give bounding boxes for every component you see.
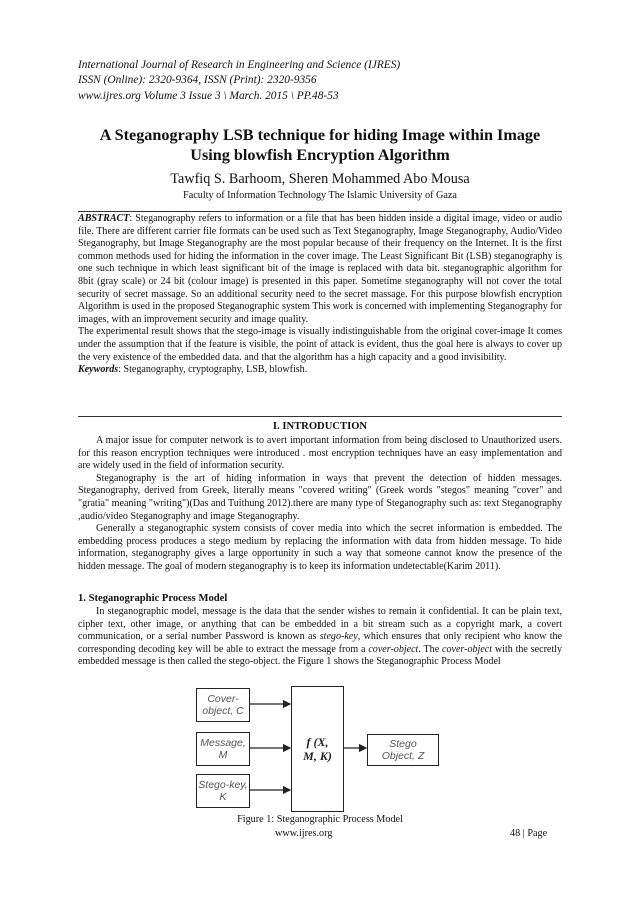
intro-paragraph-3: Generally a steganographic system consists of cover media into which the secret information is embedded. The embedding process produces a stego medium by replacing the information with data from hidden message. To hide information, steganography gives a large opportunity in such a way that someone cannot know the presence of the hidden message. The goal of modern steganography is to keep its information undetectable(Karim 2011).	[78, 523, 562, 572]
intro-paragraph-2: Steganography is the art of hiding information in ways that prevent the detection of hidden messages. Steganography, derived from Greek, literally means "covered writing" (Greek words "stegos" meaning "cover" and "gratia" meaning "writing")(Das and Tuithung 2012).there are many type of Steganography such as: text Steganography ,audio/video Steganography and image Steganography.	[78, 472, 562, 522]
keywords-label: Keywords	[78, 364, 119, 376]
section-heading-introduction: I. INTRODUCTION	[272, 421, 368, 432]
subsection-paragraph: In steganographic model, message is the data that the sender wishes to remain it confidential. It can be plain text, cipher text, other image, or anything that can be embedded in a bit stream such as a copyright mark, a covert communication, or a serial number Password is known as stego-key, which ensures that only recipient who know the corresponding decoding key will be able to extract the message from a cover-object. The cover-object with the secretly embedded message is then called the stego-object. the Figure 1 shows the Steganographic Process Model	[78, 606, 563, 668]
journal-name: International Journal of Research in Engineering and Science (IJRES)	[78, 59, 401, 71]
message-box: Message, M	[196, 732, 250, 766]
title-line-2: Using blowfish Encryption Algorithm	[190, 146, 450, 164]
embedding-function-box: f (X, M, K)	[291, 686, 344, 812]
affiliation: Faculty of Information Technology The Islamic University of Gaza	[183, 190, 457, 201]
cover-object-box: Cover- object, C	[196, 688, 250, 722]
divider-top	[78, 211, 562, 212]
term-stego-key: stego-key	[319, 631, 358, 643]
abstract-label: ABSTRACT	[78, 213, 130, 224]
intro-paragraph-1: A major issue for computer network is to avert important information from being disclosed to Unauthorized users. for this reason encryption techniques were introduced . most encryption techniques have an easy implementation and are widely used in the field of information security.	[78, 435, 562, 472]
journal-header	[78, 58, 568, 104]
title-line-1: A Steganography LSB technique for hiding Image within Image	[99, 126, 541, 144]
paper-title	[60, 125, 580, 165]
keywords-text: : Steganography, cryptography, LSB, blowfish.	[118, 364, 308, 376]
authors: Tawfiq S. Barhoom, Sheren Mohammed Abo Mousa	[170, 171, 470, 187]
footer-page-number: 48 | Page	[510, 828, 548, 839]
journal-issn: ISSN (Online): 2320-9364, ISSN (Print): 2320-9356	[78, 74, 317, 87]
figure-process-model	[190, 683, 458, 813]
divider-bottom	[78, 416, 562, 417]
term-cover-object-2: cover-object	[442, 643, 493, 655]
abstract-text: : Steganography refers to information or a file that has been hidden inside a digital image, video or audio file. There are different carrier file formats can be used such as Text Steganography, Image Steganography, Audio/Video Steganography, but Image Steganography are the most popular because of their frequency on the Internet. It is the first common methods used for hiding the information in the cover image. The Least Significant Bit (LSB) steganography is one such technique in which least significant bit of the image is replaced with data bit. steganographic algorithm for 8bit (gray scale) or 24 bit (colour image) is presented in this paper. Sometime steganography will not cover the total security of secret massage. So an additional security need to the secret massage. For this purpose blowfish encryption Algorithm is used in the proposed Steganographic system This work is concerned with implementing Steganography for images, with an improvement security and image quality.	[78, 213, 562, 325]
introduction-body	[78, 435, 562, 574]
subsection-body	[78, 606, 562, 669]
abstract-text-2: The experimental result shows that the stego-image is visually indistinguishable from the original cover-image It comes under the assumption that if the feature is visible, the point of attack is evident, thus the goal here is always to cover up the very existence of the embedded data. and that the algorithm has a high capacity and a good invisibility.	[78, 326, 562, 363]
abstract-block	[78, 213, 562, 377]
subsection-heading: 1. Steganographic Process Model	[78, 593, 228, 604]
journal-volume: www.ijres.org Volume 3 Issue 3 \ March. 2015 \ PP.48-53	[78, 89, 339, 102]
footer-site: www.ijres.org	[275, 828, 333, 839]
figure-caption: Figure 1: Steganographic Process Model	[237, 814, 403, 825]
stego-key-box: Stego-key, K	[196, 774, 250, 808]
stego-object-box: Stego Object, Z	[367, 734, 439, 766]
term-cover-object: cover-object	[368, 643, 419, 655]
